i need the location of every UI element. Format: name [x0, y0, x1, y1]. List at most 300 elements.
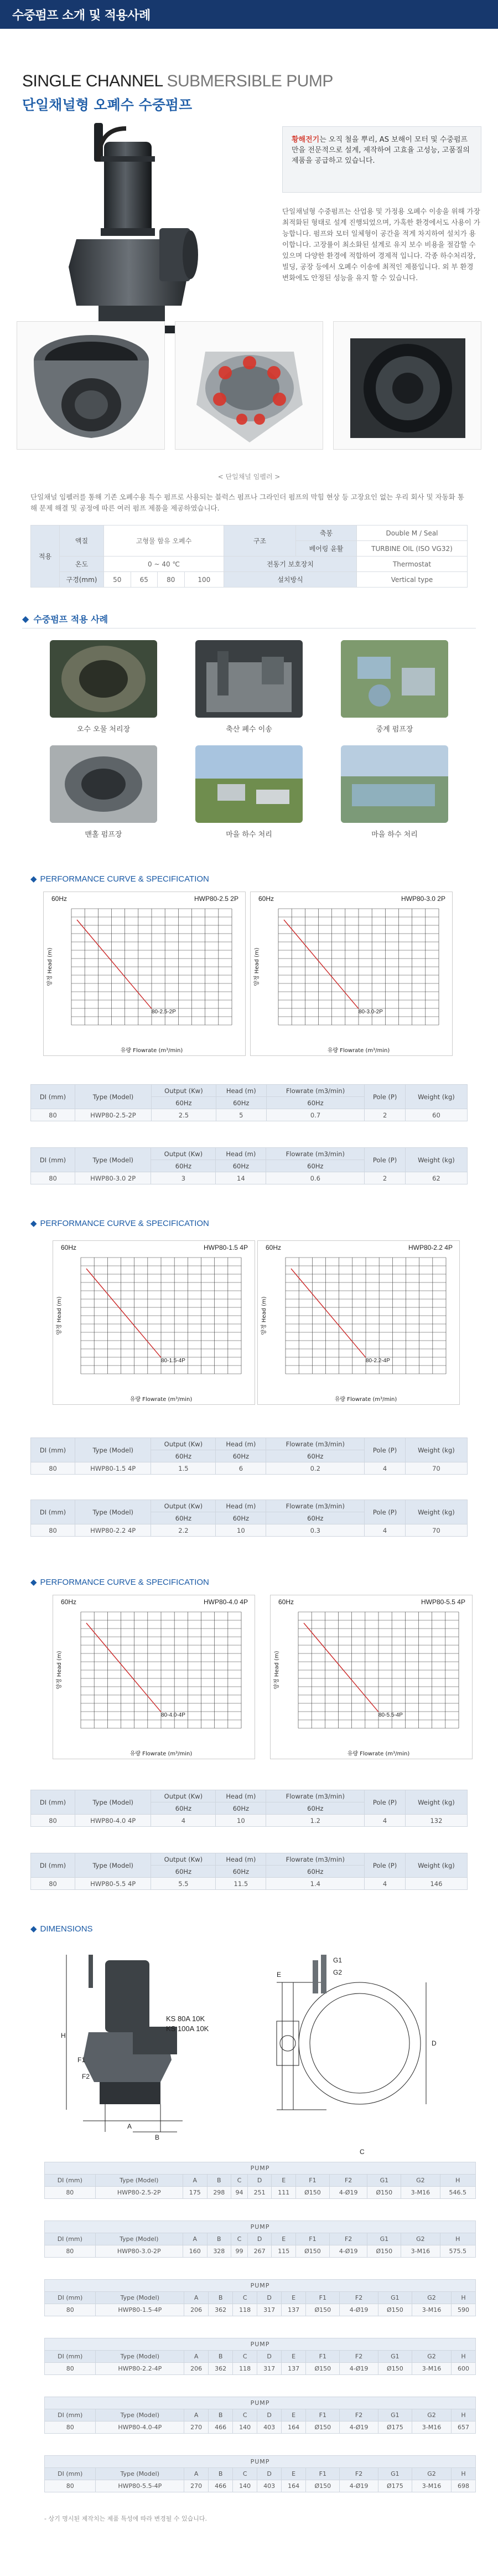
curve-label: 80-3.0-2P [359, 1009, 383, 1015]
dimensions-footnote: - 상기 명시된 제작치는 제품 특성에 따라 변경될 수 있습니다. [44, 2515, 207, 2522]
table-header: B [209, 2351, 233, 2363]
table-cell: 80 [45, 2187, 96, 2199]
table-row [45, 2422, 476, 2434]
table-header: C [233, 2292, 257, 2304]
table-header: DI (mm) [31, 1438, 75, 1462]
table-row [31, 1815, 468, 1827]
dimensions-title: ◆ DIMENSIONS [30, 1924, 93, 1934]
table-header: Type (Model) [75, 1085, 151, 1109]
table-cell: HWP80-2.2-4P [96, 2363, 184, 2375]
table-cell: 657 [451, 2422, 475, 2434]
application-caption: 축산 폐수 이송 [226, 725, 272, 734]
table-cell: 575.5 [440, 2245, 475, 2258]
table-header: B [207, 2175, 231, 2187]
spec-cell: 베어링 윤활 [296, 541, 357, 557]
table-cell: 99 [231, 2245, 248, 2258]
performance-chart [53, 1595, 255, 1759]
table-cell: 14 [216, 1172, 266, 1184]
table-cell: 94 [231, 2187, 248, 2199]
product-title-ko: 단일채널형 오폐수 수중펌프 [22, 97, 193, 113]
drawing-label-2: KS 100A 10K [166, 2024, 209, 2033]
pump-label: PUMP [45, 2397, 476, 2409]
x-axis-label: 유량 Flowrate (m³/min) [327, 1048, 390, 1054]
application-caption: 오수 오물 처리장 [76, 725, 131, 734]
table-header: C [231, 2175, 248, 2187]
page-title: 수중펌프 소개 및 적용사례 [12, 8, 151, 23]
table-header: DI (mm) [45, 2409, 96, 2422]
table-header: Output (Kw) [151, 1438, 216, 1450]
table-cell: 267 [247, 2245, 272, 2258]
table-subheader: 60Hz [266, 1160, 365, 1172]
spec-cell: TURBINE OIL (ISO VG32) [357, 541, 468, 557]
spec-cell: 적용 [31, 525, 60, 588]
perf-table [30, 1147, 468, 1184]
table-cell: 137 [282, 2304, 306, 2316]
dimension-table [44, 2455, 476, 2492]
table-cell: 164 [282, 2422, 306, 2434]
table-cell: HWP80-3.0-2P [95, 2245, 183, 2258]
dimension-table [44, 2397, 476, 2434]
table-cell: 111 [272, 2187, 296, 2199]
table-header: D [257, 2292, 282, 2304]
table-cell: 80 [31, 1172, 75, 1184]
bullet-icon: ◆ [22, 614, 29, 624]
pump-label: PUMP [45, 2338, 476, 2351]
table-header: E [272, 2175, 296, 2187]
table-header: G1 [378, 2468, 412, 2480]
perf-table [30, 1853, 468, 1890]
table-header: F1 [296, 2233, 330, 2245]
table-cell: Ø150 [367, 2187, 401, 2199]
table-header: Weight (kg) [405, 1853, 467, 1878]
table-header: G1 [378, 2409, 412, 2422]
y-axis-label: 양정 Head (m) [56, 1296, 63, 1335]
table-header: Output (Kw) [151, 1500, 216, 1512]
performance-curve [77, 920, 152, 1009]
table-header: Flowrate (m3/min) [266, 1790, 365, 1802]
table-cell: 70 [405, 1462, 467, 1475]
spec-cell: 50 [104, 572, 131, 588]
chart-svg [53, 1595, 256, 1760]
table-cell: 160 [183, 2245, 207, 2258]
brand-name: 황해전기 [292, 136, 320, 144]
table-cell: 80 [45, 2304, 96, 2316]
table-header: B [209, 2409, 233, 2422]
table-header: Head (m) [216, 1085, 266, 1097]
table-header: Pole (P) [365, 1500, 406, 1524]
table-cell: 146 [405, 1878, 467, 1890]
table-cell: HWP80-1.5-4P [96, 2304, 184, 2316]
table-cell: HWP80-4.0-4P [96, 2422, 184, 2434]
table-subheader: 60Hz [216, 1866, 266, 1878]
table-cell: 2.2 [151, 1524, 216, 1537]
table-subheader: 60Hz [151, 1512, 216, 1524]
performance-curve [86, 1623, 161, 1712]
table-header: DI (mm) [45, 2351, 96, 2363]
table-header: Weight (kg) [405, 1085, 467, 1109]
spec-cell: 온도 [60, 557, 104, 572]
table-header: Type (Model) [95, 2233, 183, 2245]
svg-text:C: C [360, 2148, 365, 2154]
table-header: Flowrate (m3/min) [266, 1148, 365, 1160]
table-cell: 466 [209, 2422, 233, 2434]
chart-model: HWP80-2.2 4P [408, 1244, 453, 1251]
table-header: B [207, 2233, 231, 2245]
table-cell: HWP80-5.5-4P [96, 2480, 184, 2492]
bullet-icon: ◆ [30, 1924, 37, 1934]
table-cell: 80 [31, 1815, 75, 1827]
impeller-paragraph: 단일채널 임펠러를 통해 기존 오폐수용 특수 펌프로 사용되는 블럭스 펌프나 그라인더 펌프의 막힘 현상 등 고장요인 없는 우리 회사 및 자동화 통해 문제 해결 및 공정에 따른 여러 펌프 제품을 제공하였습니다. [30, 493, 464, 512]
spec-cell: 액질 [60, 525, 104, 557]
table-header: A [184, 2351, 209, 2363]
table-cell: 80 [45, 2422, 96, 2434]
table-row [45, 2363, 476, 2375]
table-cell: 80 [45, 2363, 96, 2375]
table-header: Output (Kw) [151, 1853, 216, 1866]
application-photo [341, 640, 448, 718]
application-photo [50, 745, 157, 823]
product-title-en [22, 72, 333, 91]
svg-text:G1: G1 [333, 1956, 343, 1964]
y-axis-label: 양정 Head (m) [47, 947, 53, 986]
chart-freq: 60Hz [266, 1244, 282, 1251]
table-cell: 11.5 [216, 1878, 266, 1890]
intro-box [282, 126, 481, 193]
table-header: H [451, 2468, 475, 2480]
table-row [45, 2304, 476, 2316]
table-cell: 3-M16 [412, 2480, 452, 2492]
chart-svg [271, 1595, 473, 1760]
table-cell: HWP80-1.5 4P [75, 1462, 151, 1475]
table-header: DI (mm) [31, 1500, 75, 1524]
spec-cell: 65 [131, 572, 158, 588]
table-subheader: 60Hz [266, 1097, 365, 1109]
table-header: G2 [401, 2233, 440, 2245]
chart-svg [258, 1241, 460, 1405]
svg-text:E: E [277, 1971, 282, 1979]
table-cell: 80 [31, 1878, 75, 1890]
spec-cell: 100 [184, 572, 224, 588]
perf-table [30, 1438, 468, 1475]
table-row [45, 2187, 476, 2199]
table-header: Type (Model) [75, 1148, 151, 1172]
table-cell: HWP80-2.5-2P [95, 2187, 183, 2199]
table-header: F1 [306, 2468, 340, 2480]
table-header: F2 [340, 2409, 378, 2422]
table-header: DI (mm) [31, 1853, 75, 1878]
table-cell: HWP80-2.5-2P [75, 1109, 151, 1121]
table-cell: 118 [233, 2363, 257, 2375]
table-header: G2 [401, 2175, 440, 2187]
table-cell: 3-M16 [412, 2363, 452, 2375]
table-cell: HWP80-2.2 4P [75, 1524, 151, 1537]
table-cell: 10 [216, 1524, 266, 1537]
table-header: Type (Model) [96, 2468, 184, 2480]
performance-chart [53, 1240, 255, 1405]
table-cell: 4-Ø19 [340, 2422, 378, 2434]
table-cell: 115 [272, 2245, 296, 2258]
table-cell: 4 [365, 1878, 406, 1890]
x-axis-label: 유량 Flowrate (m³/min) [129, 1397, 193, 1403]
table-cell: 698 [451, 2480, 475, 2492]
x-axis-label: 유량 Flowrate (m³/min) [334, 1397, 397, 1403]
impeller-photo-1 [17, 321, 165, 450]
spec-cell: 구경(mm) [60, 572, 104, 588]
table-cell: 132 [405, 1815, 467, 1827]
spec-cell: 전동기 보호장치 [224, 557, 357, 572]
table-header: A [184, 2409, 209, 2422]
table-header: Type (Model) [96, 2409, 184, 2422]
table-cell: 2 [365, 1172, 406, 1184]
performance-curve [86, 1269, 161, 1358]
table-cell: 6 [216, 1462, 266, 1475]
table-subheader: 60Hz [151, 1802, 216, 1815]
table-header: Pole (P) [365, 1438, 406, 1462]
bullet-icon: ◆ [30, 874, 37, 884]
performance-chart [43, 892, 246, 1056]
perf-table [30, 1500, 468, 1537]
table-cell: 4-Ø19 [340, 2304, 378, 2316]
table-header: C [233, 2468, 257, 2480]
table-header: H [451, 2292, 475, 2304]
table-header: Type (Model) [96, 2292, 184, 2304]
table-header: Head (m) [216, 1790, 266, 1802]
svg-text:F1: F1 [77, 2056, 86, 2064]
table-cell: 5.5 [151, 1878, 216, 1890]
curve-label: 80-4.0-4P [161, 1712, 185, 1718]
table-cell: 4-Ø19 [329, 2187, 367, 2199]
table-cell: 4 [151, 1815, 216, 1827]
table-header: Output (Kw) [151, 1790, 216, 1802]
table-header: A [184, 2468, 209, 2480]
spec-cell: Double M / Seal [357, 525, 468, 541]
y-axis-label: 양정 Head (m) [274, 1651, 280, 1689]
table-subheader: 60Hz [216, 1097, 266, 1109]
table-cell: 251 [247, 2187, 272, 2199]
table-header: F1 [306, 2409, 340, 2422]
table-cell: 4-Ø19 [340, 2363, 378, 2375]
table-header: DI (mm) [45, 2468, 96, 2480]
table-cell: 80 [31, 1524, 75, 1537]
perf-table [30, 1790, 468, 1827]
chart-svg [44, 892, 246, 1057]
bullet-icon: ◆ [30, 1219, 37, 1228]
table-cell: 600 [451, 2363, 475, 2375]
table-cell: 3-M16 [401, 2187, 440, 2199]
table-header: F2 [340, 2351, 378, 2363]
perf-section-title: ◆ PERFORMANCE CURVE & SPECIFICATION [30, 874, 209, 884]
spec-cell: 고형물 함유 오폐수 [104, 525, 224, 557]
applications-title: ◆ 수중펌프 적용 사례 [22, 614, 108, 625]
table-cell: 0.3 [266, 1524, 365, 1537]
table-subheader: 60Hz [216, 1512, 266, 1524]
table-cell: 70 [405, 1524, 467, 1537]
table-header: F1 [306, 2292, 340, 2304]
table-cell: 10 [216, 1815, 266, 1827]
y-axis-label: 양정 Head (m) [56, 1651, 63, 1689]
table-subheader: 60Hz [151, 1160, 216, 1172]
curve-label: 80-2.2-4P [366, 1358, 390, 1364]
svg-text:B: B [155, 2134, 160, 2141]
application-caption: 맨홀 펌프장 [85, 831, 122, 839]
table-header: H [440, 2233, 475, 2245]
table-header: Head (m) [216, 1148, 266, 1160]
table-cell: 206 [184, 2304, 209, 2316]
table-header: D [257, 2409, 282, 2422]
table-header: H [451, 2351, 475, 2363]
table-header: Type (Model) [95, 2175, 183, 2187]
table-header: Type (Model) [75, 1790, 151, 1815]
table-header: Type (Model) [75, 1853, 151, 1878]
table-row [31, 1109, 468, 1121]
pump-label: PUMP [45, 2162, 476, 2175]
table-cell: 1.4 [266, 1878, 365, 1890]
table-subheader: 60Hz [216, 1450, 266, 1462]
table-header: DI (mm) [45, 2175, 96, 2187]
spec-cell: 축봉 [296, 525, 357, 541]
chart-model: HWP80-2.5 2P [194, 895, 238, 903]
chart-model: HWP80-5.5 4P [421, 1598, 465, 1606]
table-subheader: 60Hz [216, 1802, 266, 1815]
table-cell: 403 [257, 2422, 282, 2434]
table-header: DI (mm) [45, 2233, 96, 2245]
table-header: DI (mm) [31, 1085, 75, 1109]
table-header: D [247, 2175, 272, 2187]
table-cell: 0.6 [266, 1172, 365, 1184]
curve-label: 80-2.5-2P [152, 1009, 176, 1015]
table-cell: 62 [405, 1172, 467, 1184]
table-cell: 5 [216, 1109, 266, 1121]
pump-product-image [43, 123, 204, 356]
table-cell: 2 [365, 1109, 406, 1121]
table-header: C [233, 2351, 257, 2363]
table-row [45, 2245, 476, 2258]
application-caption: 중계 펌프장 [376, 725, 413, 734]
table-cell: Ø150 [378, 2304, 412, 2316]
dimension-table [44, 2220, 476, 2258]
table-cell: 118 [233, 2304, 257, 2316]
table-header: B [209, 2468, 233, 2480]
table-cell: 466 [209, 2480, 233, 2492]
drawing-label-1: KS 80A 10K [166, 2015, 205, 2023]
table-header: C [233, 2409, 257, 2422]
table-header: G1 [378, 2292, 412, 2304]
x-axis-label: 유량 Flowrate (m³/min) [129, 1751, 193, 1757]
impeller-caption: < 단일채널 임펠러 > [217, 473, 281, 481]
table-header: F2 [340, 2468, 378, 2480]
table-cell: 1.2 [266, 1815, 365, 1827]
table-cell: 3 [151, 1172, 216, 1184]
table-header: Flowrate (m3/min) [266, 1853, 365, 1866]
table-subheader: 60Hz [266, 1512, 365, 1524]
table-header: Weight (kg) [405, 1790, 467, 1815]
table-cell: Ø150 [306, 2422, 340, 2434]
table-header: Head (m) [216, 1500, 266, 1512]
table-cell: Ø150 [296, 2187, 330, 2199]
chart-model: HWP80-1.5 4P [203, 1244, 248, 1251]
table-row [31, 1172, 468, 1184]
table-header: E [282, 2409, 306, 2422]
table-cell: 3-M16 [412, 2422, 452, 2434]
perf-section-title: ◆ PERFORMANCE CURVE & SPECIFICATION [30, 1218, 209, 1228]
table-header: C [231, 2233, 248, 2245]
table-header: G1 [367, 2175, 401, 2187]
spec-cell: Vertical type [357, 572, 468, 588]
table-header: Type (Model) [75, 1438, 151, 1462]
table-subheader: 60Hz [151, 1866, 216, 1878]
svg-text:F2: F2 [82, 2073, 90, 2080]
intro-text: 는 오직 철을 뿌리, AS 보해이 모터 및 수중펌프만을 전문적으로 설계, 제작하여 고효율 고성능, 고품질의 제품을 공급하고 있습니다. [292, 136, 470, 165]
table-header: Pole (P) [365, 1853, 406, 1878]
y-axis-label: 양정 Head (m) [254, 947, 260, 986]
chart-freq: 60Hz [51, 895, 68, 903]
dimension-table [44, 2338, 476, 2375]
table-cell: Ø150 [378, 2363, 412, 2375]
table-cell: 590 [451, 2304, 475, 2316]
table-header: G2 [412, 2292, 452, 2304]
title-en-thin: SUBMERSIBLE PUMP [167, 72, 333, 90]
table-cell: 80 [45, 2245, 96, 2258]
table-cell: 1.5 [151, 1462, 216, 1475]
chart-freq: 60Hz [258, 895, 274, 903]
table-cell: Ø150 [296, 2245, 330, 2258]
table-cell: 546.5 [440, 2187, 475, 2199]
performance-curve [284, 920, 359, 1009]
table-subheader: 60Hz [266, 1866, 365, 1878]
title-en-bold: SINGLE CHANNEL [22, 72, 163, 90]
table-cell: 3-M16 [401, 2245, 440, 2258]
dimension-table [44, 2279, 476, 2316]
svg-text:H: H [61, 2032, 66, 2039]
curve-label: 80-5.5-4P [378, 1712, 403, 1718]
curve-label: 80-1.5-4P [161, 1358, 185, 1364]
table-cell: 80 [45, 2480, 96, 2492]
table-cell: 270 [184, 2422, 209, 2434]
table-header: G2 [412, 2351, 452, 2363]
table-header: F1 [296, 2175, 330, 2187]
table-header: Pole (P) [365, 1790, 406, 1815]
chart-model: HWP80-3.0 2P [401, 895, 445, 903]
table-header: G2 [412, 2409, 452, 2422]
table-row [31, 1878, 468, 1890]
table-cell: Ø150 [306, 2304, 340, 2316]
chart-freq: 60Hz [61, 1244, 77, 1251]
impeller-photos [0, 321, 498, 465]
table-cell: 4 [365, 1462, 406, 1475]
table-cell: 298 [207, 2187, 231, 2199]
table-header: E [282, 2292, 306, 2304]
table-cell: 362 [209, 2363, 233, 2375]
table-header: G1 [378, 2351, 412, 2363]
pump-label: PUMP [45, 2280, 476, 2292]
table-header: Weight (kg) [405, 1438, 467, 1462]
spec-cell: 0 ~ 40 ℃ [104, 557, 224, 572]
table-cell: Ø150 [367, 2245, 401, 2258]
table-cell: 80 [31, 1109, 75, 1121]
table-header: H [451, 2409, 475, 2422]
table-subheader: 60Hz [266, 1450, 365, 1462]
performance-curve [291, 1269, 366, 1358]
table-cell: 80 [31, 1462, 75, 1475]
table-header: Type (Model) [96, 2351, 184, 2363]
table-header: Flowrate (m3/min) [266, 1085, 365, 1097]
table-cell: 3-M16 [412, 2304, 452, 2316]
table-header: B [209, 2292, 233, 2304]
table-cell: HWP80-5.5 4P [75, 1878, 151, 1890]
table-header: F1 [306, 2351, 340, 2363]
table-header: G2 [412, 2468, 452, 2480]
table-header: Output (Kw) [152, 1085, 216, 1097]
